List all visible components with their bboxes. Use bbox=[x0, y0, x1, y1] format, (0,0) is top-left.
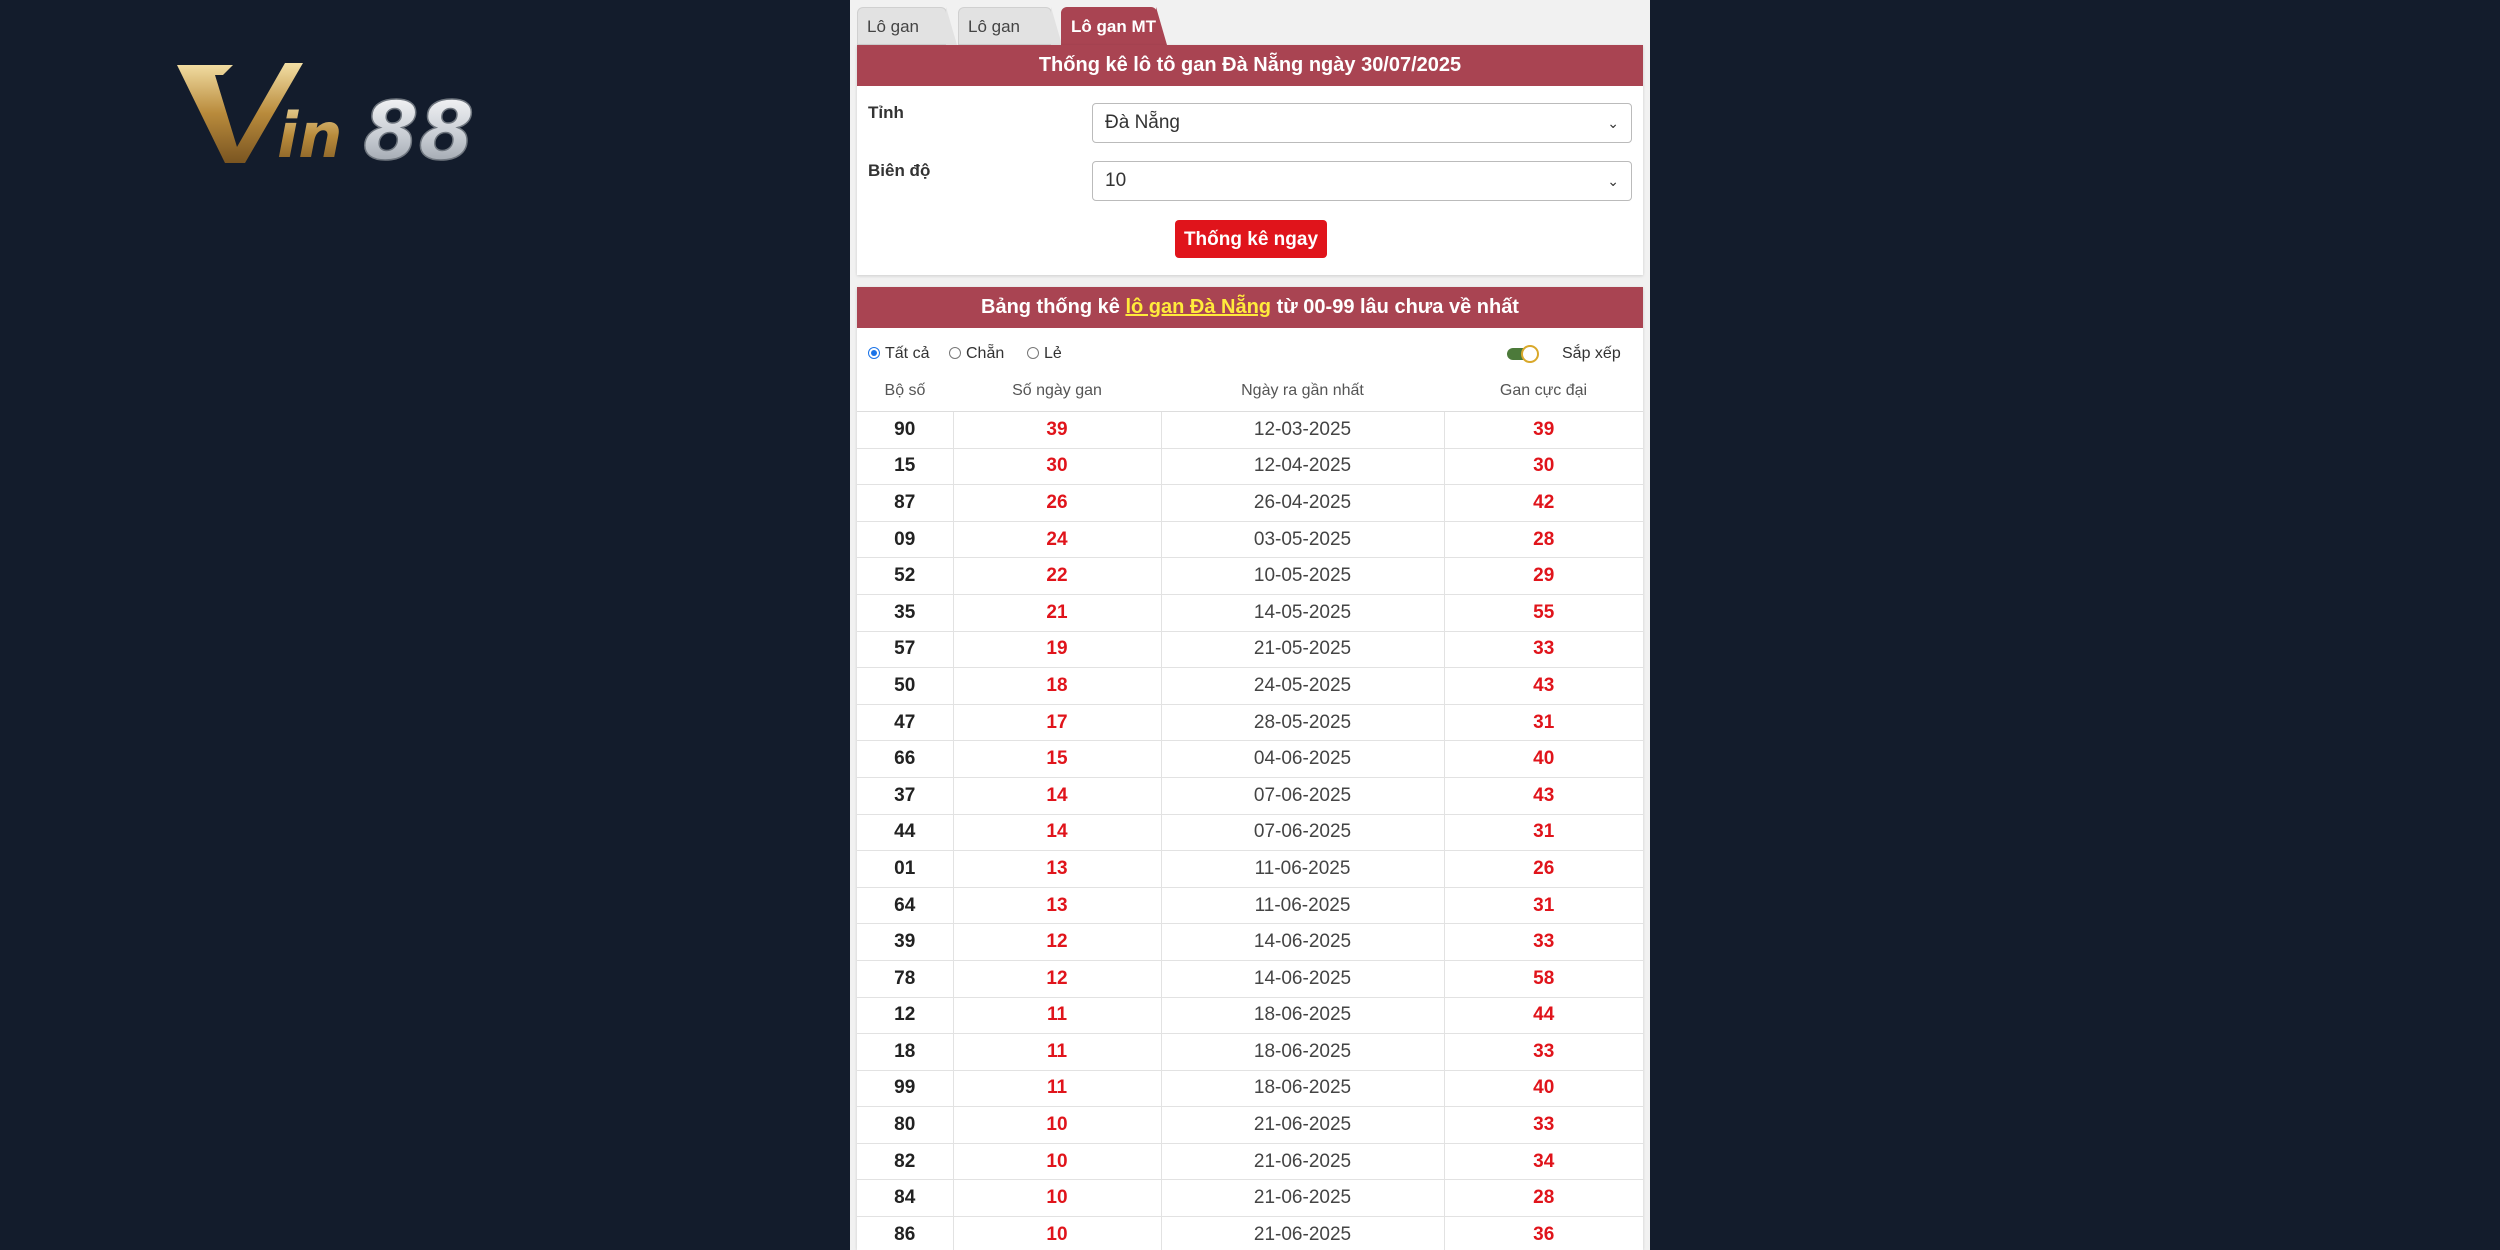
cell-max: 31 bbox=[1444, 814, 1643, 851]
filter-odd-radio[interactable] bbox=[1027, 343, 1062, 365]
cell-last-date: 11-06-2025 bbox=[1161, 887, 1444, 924]
sort-toggle[interactable] bbox=[1507, 345, 1541, 363]
tab-lo-gan-mt[interactable] bbox=[1061, 7, 1157, 45]
cell-last-date: 28-05-2025 bbox=[1161, 704, 1444, 741]
cell-days: 11 bbox=[953, 1070, 1161, 1107]
table-row bbox=[857, 924, 1643, 961]
filter-form-card bbox=[857, 45, 1643, 275]
table-row bbox=[857, 851, 1643, 888]
table-row bbox=[857, 704, 1643, 741]
cell-days: 13 bbox=[953, 887, 1161, 924]
cell-number: 50 bbox=[857, 668, 953, 705]
cell-days: 22 bbox=[953, 558, 1161, 595]
cell-last-date: 18-06-2025 bbox=[1161, 1070, 1444, 1107]
radio-unchecked-icon bbox=[1027, 347, 1039, 359]
cell-max: 58 bbox=[1444, 960, 1643, 997]
cell-number: 66 bbox=[857, 741, 953, 778]
cell-last-date: 21-06-2025 bbox=[1161, 1143, 1444, 1180]
cell-number: 37 bbox=[857, 777, 953, 814]
stats-title-suffix: từ 00-99 lâu chưa về nhất bbox=[1271, 296, 1519, 318]
filter-label: Chẵn bbox=[966, 345, 1005, 362]
cell-max: 36 bbox=[1444, 1217, 1643, 1250]
lottery-stats-panel bbox=[850, 0, 1650, 1250]
tab-label: Lô gan MT bbox=[1071, 17, 1156, 36]
cell-max: 29 bbox=[1444, 558, 1643, 595]
table-row bbox=[857, 960, 1643, 997]
table-row bbox=[857, 1217, 1643, 1250]
cell-max: 28 bbox=[1444, 521, 1643, 558]
cell-days: 14 bbox=[953, 814, 1161, 851]
table-row bbox=[857, 777, 1643, 814]
col-header-last-date: Ngày ra gần nhất bbox=[1161, 371, 1444, 412]
table-row bbox=[857, 741, 1643, 778]
col-header-number: Bộ số bbox=[857, 371, 953, 412]
cell-max: 33 bbox=[1444, 1034, 1643, 1071]
vin88-logo bbox=[175, 55, 535, 175]
cell-days: 17 bbox=[953, 704, 1161, 741]
cell-number: 57 bbox=[857, 631, 953, 668]
range-select[interactable] bbox=[1092, 161, 1632, 201]
cell-max: 40 bbox=[1444, 1070, 1643, 1107]
table-row bbox=[857, 558, 1643, 595]
province-row bbox=[857, 103, 1643, 145]
cell-number: 44 bbox=[857, 814, 953, 851]
cell-number: 39 bbox=[857, 924, 953, 961]
cell-number: 87 bbox=[857, 485, 953, 522]
col-header-days: Số ngày gan bbox=[953, 371, 1161, 412]
lo-gan-table bbox=[857, 371, 1643, 1250]
cell-max: 43 bbox=[1444, 777, 1643, 814]
filter-label: Tất cả bbox=[885, 345, 930, 362]
table-row bbox=[857, 412, 1643, 449]
stats-title bbox=[857, 287, 1643, 328]
cell-days: 12 bbox=[953, 960, 1161, 997]
stats-title-link[interactable]: lô gan Đà Nẵng bbox=[1125, 296, 1272, 318]
table-row bbox=[857, 485, 1643, 522]
table-row bbox=[857, 668, 1643, 705]
cell-number: 47 bbox=[857, 704, 953, 741]
range-value: 10 bbox=[1105, 170, 1127, 191]
cell-number: 64 bbox=[857, 887, 953, 924]
cell-max: 31 bbox=[1444, 887, 1643, 924]
cell-last-date: 11-06-2025 bbox=[1161, 851, 1444, 888]
range-label: Biên độ bbox=[868, 161, 931, 180]
cell-last-date: 03-05-2025 bbox=[1161, 521, 1444, 558]
cell-last-date: 18-06-2025 bbox=[1161, 1034, 1444, 1071]
cell-number: 15 bbox=[857, 448, 953, 485]
table-row bbox=[857, 631, 1643, 668]
col-header-max: Gan cực đại bbox=[1444, 371, 1643, 412]
table-row bbox=[857, 594, 1643, 631]
cell-last-date: 04-06-2025 bbox=[1161, 741, 1444, 778]
cell-number: 99 bbox=[857, 1070, 953, 1107]
cell-max: 34 bbox=[1444, 1143, 1643, 1180]
cell-number: 01 bbox=[857, 851, 953, 888]
cell-last-date: 21-05-2025 bbox=[1161, 631, 1444, 668]
cell-days: 10 bbox=[953, 1180, 1161, 1217]
cell-last-date: 07-06-2025 bbox=[1161, 814, 1444, 851]
cell-days: 21 bbox=[953, 594, 1161, 631]
cell-max: 42 bbox=[1444, 485, 1643, 522]
table-row bbox=[857, 1070, 1643, 1107]
cell-max: 33 bbox=[1444, 631, 1643, 668]
toggle-knob bbox=[1521, 345, 1539, 363]
filter-all-radio[interactable] bbox=[868, 343, 929, 365]
cell-max: 30 bbox=[1444, 448, 1643, 485]
cell-max: 40 bbox=[1444, 741, 1643, 778]
cell-days: 10 bbox=[953, 1217, 1161, 1250]
sort-label: Sắp xếp bbox=[1562, 345, 1621, 362]
cell-days: 11 bbox=[953, 1034, 1161, 1071]
filter-label: Lẻ bbox=[1044, 345, 1062, 362]
cell-max: 31 bbox=[1444, 704, 1643, 741]
tab-label: Lô gan bbox=[867, 17, 919, 36]
cell-max: 44 bbox=[1444, 997, 1643, 1034]
chevron-down-icon: ⌄ bbox=[1607, 173, 1619, 189]
chevron-down-icon: ⌄ bbox=[1607, 115, 1619, 131]
cell-number: 80 bbox=[857, 1107, 953, 1144]
cell-number: 18 bbox=[857, 1034, 953, 1071]
cell-days: 30 bbox=[953, 448, 1161, 485]
region-tabs bbox=[857, 7, 1645, 45]
cell-number: 09 bbox=[857, 521, 953, 558]
cell-days: 18 bbox=[953, 668, 1161, 705]
cell-max: 33 bbox=[1444, 1107, 1643, 1144]
cell-last-date: 14-06-2025 bbox=[1161, 924, 1444, 961]
cell-days: 13 bbox=[953, 851, 1161, 888]
cell-max: 28 bbox=[1444, 1180, 1643, 1217]
filter-even-radio[interactable] bbox=[949, 343, 1004, 365]
cell-last-date: 21-06-2025 bbox=[1161, 1180, 1444, 1217]
table-row bbox=[857, 1034, 1643, 1071]
cell-last-date: 21-06-2025 bbox=[1161, 1107, 1444, 1144]
cell-number: 12 bbox=[857, 997, 953, 1034]
cell-max: 55 bbox=[1444, 594, 1643, 631]
cell-days: 10 bbox=[953, 1107, 1161, 1144]
table-row bbox=[857, 448, 1643, 485]
cell-max: 39 bbox=[1444, 412, 1643, 449]
cell-last-date: 10-05-2025 bbox=[1161, 558, 1444, 595]
table-row bbox=[857, 814, 1643, 851]
table-row bbox=[857, 997, 1643, 1034]
cell-last-date: 12-04-2025 bbox=[1161, 448, 1444, 485]
cell-number: 35 bbox=[857, 594, 953, 631]
cell-last-date: 21-06-2025 bbox=[1161, 1217, 1444, 1250]
parity-filter bbox=[857, 339, 1643, 369]
table-row bbox=[857, 1143, 1643, 1180]
radio-checked-icon bbox=[868, 347, 880, 359]
cell-max: 33 bbox=[1444, 924, 1643, 961]
cell-days: 15 bbox=[953, 741, 1161, 778]
cell-days: 10 bbox=[953, 1143, 1161, 1180]
cell-last-date: 18-06-2025 bbox=[1161, 997, 1444, 1034]
cell-number: 90 bbox=[857, 412, 953, 449]
cell-days: 39 bbox=[953, 412, 1161, 449]
tab-label: Lô gan bbox=[968, 17, 1020, 36]
cell-last-date: 14-06-2025 bbox=[1161, 960, 1444, 997]
cell-number: 52 bbox=[857, 558, 953, 595]
province-label: Tỉnh bbox=[868, 103, 904, 122]
cell-days: 19 bbox=[953, 631, 1161, 668]
cell-days: 14 bbox=[953, 777, 1161, 814]
cell-days: 24 bbox=[953, 521, 1161, 558]
cell-last-date: 07-06-2025 bbox=[1161, 777, 1444, 814]
tab-lo-gan-mn[interactable] bbox=[958, 7, 1052, 45]
cell-number: 84 bbox=[857, 1180, 953, 1217]
cell-last-date: 14-05-2025 bbox=[1161, 594, 1444, 631]
range-row bbox=[857, 161, 1643, 203]
cell-number: 78 bbox=[857, 960, 953, 997]
cell-max: 26 bbox=[1444, 851, 1643, 888]
svg-text:88: 88 bbox=[363, 85, 475, 175]
table-row bbox=[857, 1107, 1643, 1144]
submit-stats-button[interactable]: Thống kê ngay bbox=[1175, 220, 1327, 258]
cell-last-date: 12-03-2025 bbox=[1161, 412, 1444, 449]
radio-unchecked-icon bbox=[949, 347, 961, 359]
cell-number: 82 bbox=[857, 1143, 953, 1180]
cell-number: 86 bbox=[857, 1217, 953, 1250]
tab-lo-gan-mb[interactable] bbox=[857, 7, 947, 45]
province-select[interactable] bbox=[1092, 103, 1632, 143]
stats-table-card bbox=[857, 287, 1643, 1250]
cell-days: 26 bbox=[953, 485, 1161, 522]
cell-max: 43 bbox=[1444, 668, 1643, 705]
table-header-row bbox=[857, 371, 1643, 412]
province-value: Đà Nẵng bbox=[1105, 112, 1180, 133]
table-row bbox=[857, 521, 1643, 558]
cell-days: 12 bbox=[953, 924, 1161, 961]
table-row bbox=[857, 887, 1643, 924]
stats-title-prefix: Bảng thống kê bbox=[981, 296, 1126, 318]
form-title: Thống kê lô tô gan Đà Nẵng ngày 30/07/2025 bbox=[857, 45, 1643, 86]
cell-last-date: 26-04-2025 bbox=[1161, 485, 1444, 522]
svg-text:in: in bbox=[277, 99, 343, 172]
cell-last-date: 24-05-2025 bbox=[1161, 668, 1444, 705]
cell-days: 11 bbox=[953, 997, 1161, 1034]
table-row bbox=[857, 1180, 1643, 1217]
